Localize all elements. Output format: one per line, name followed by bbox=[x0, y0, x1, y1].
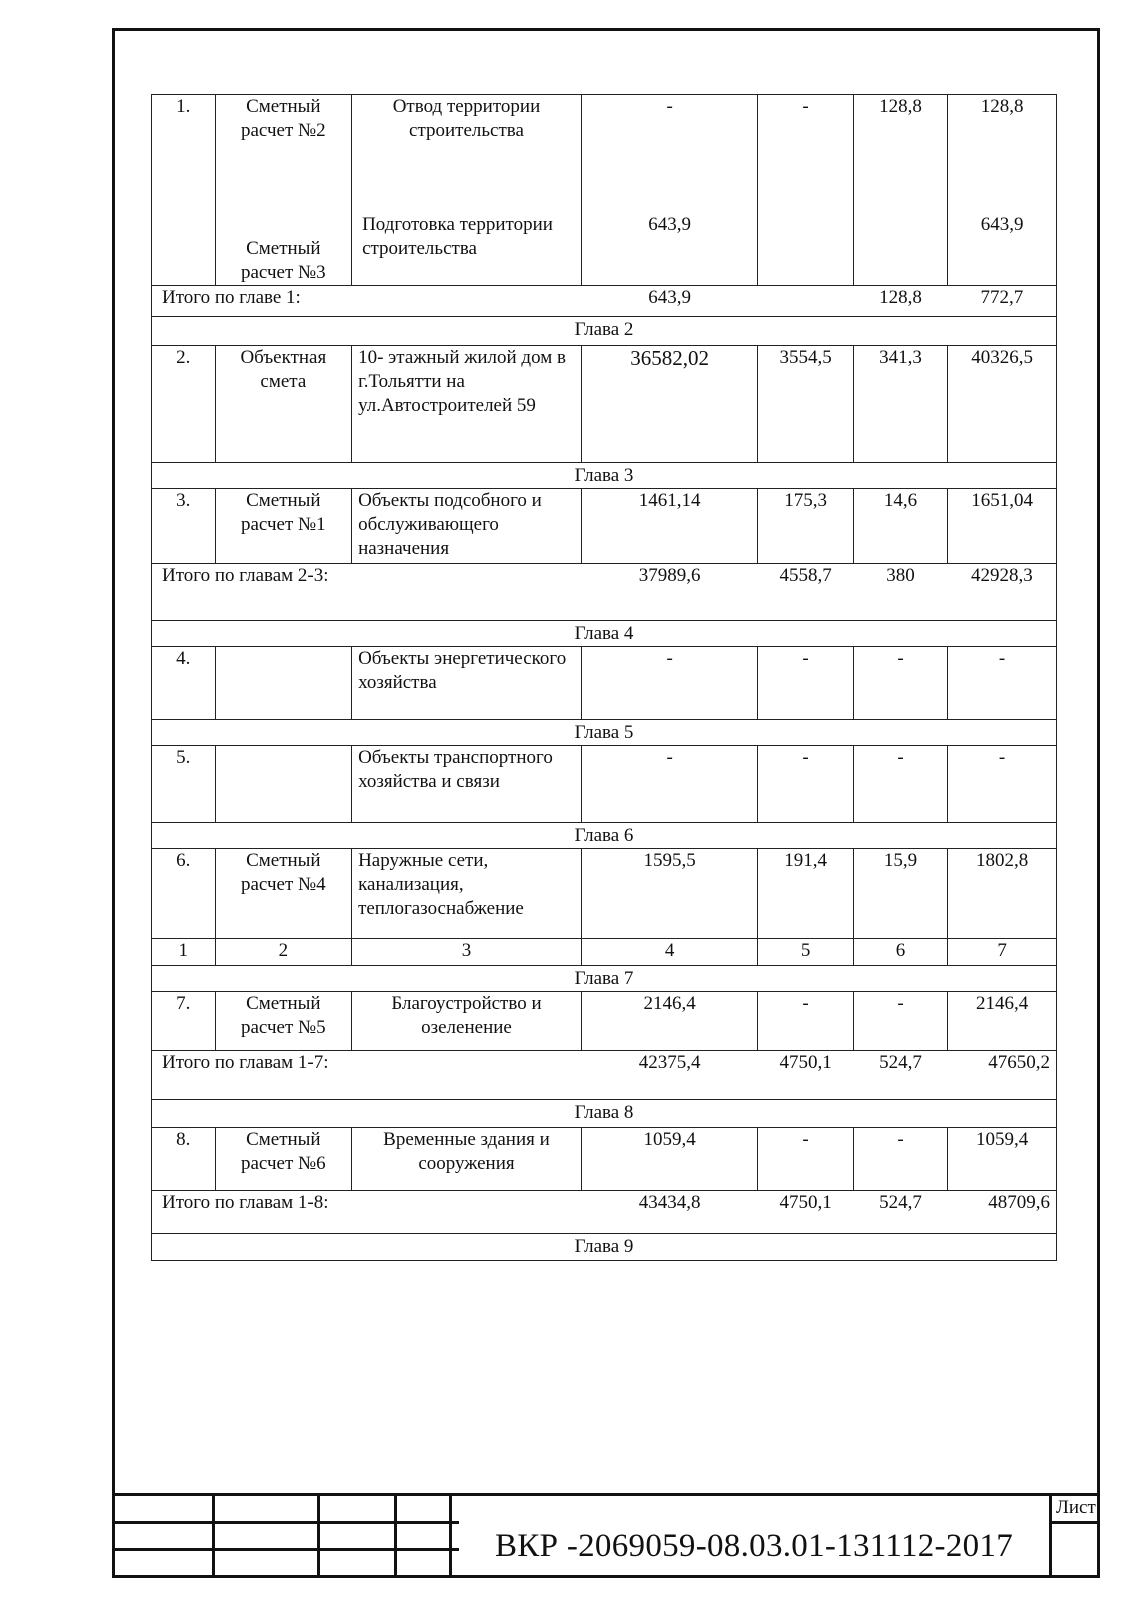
total-label: Итого по главам 1-8: bbox=[152, 1191, 582, 1234]
total-value: 42375,4 bbox=[581, 1051, 757, 1100]
stamp-line bbox=[1049, 1521, 1100, 1524]
chapter-row bbox=[152, 317, 1057, 346]
value: - bbox=[758, 992, 853, 1051]
value: - bbox=[666, 96, 673, 117]
total-value: 772,7 bbox=[948, 286, 1057, 317]
chapter-row bbox=[152, 720, 1057, 746]
value: - bbox=[853, 992, 947, 1051]
chapter-row bbox=[152, 823, 1057, 849]
stamp-line bbox=[449, 1493, 452, 1578]
value: 643,9 bbox=[980, 214, 1024, 235]
value: 3554,5 bbox=[758, 346, 853, 463]
chapter-title: Глава 8 bbox=[152, 1100, 1057, 1128]
table-row bbox=[152, 1128, 1057, 1191]
chapter-title: Глава 7 bbox=[152, 966, 1057, 992]
total-row bbox=[152, 1051, 1057, 1100]
value: 1059,4 bbox=[948, 1128, 1057, 1191]
value: 1802,8 bbox=[948, 849, 1057, 939]
value-cell bbox=[948, 95, 1057, 286]
item-name-cell bbox=[352, 95, 582, 286]
value: 191,4 bbox=[758, 849, 853, 939]
stamp-line bbox=[394, 1493, 397, 1578]
document-name bbox=[215, 746, 351, 823]
value: 128,8 bbox=[980, 96, 1024, 117]
column-number: 2 bbox=[215, 939, 351, 966]
stamp-line bbox=[212, 1493, 215, 1578]
value-cell bbox=[758, 95, 853, 286]
chapter-row bbox=[152, 621, 1057, 647]
item-name: 10- этажный жилой дом в г.Тольятти на ул.Автостроителей 59 bbox=[352, 346, 582, 463]
column-number: 6 bbox=[853, 939, 947, 966]
value: 14,6 bbox=[853, 489, 947, 564]
column-number: 5 bbox=[758, 939, 853, 966]
document-name: Сметный расчет №3 bbox=[241, 238, 326, 283]
document-name: Сметный расчет №6 bbox=[215, 1128, 351, 1191]
value: - bbox=[758, 1128, 853, 1191]
value: - bbox=[581, 746, 757, 823]
row-number: 1. bbox=[152, 95, 216, 286]
item-name: Отвод территории строительства bbox=[392, 96, 541, 141]
total-label: Итого по главам 1-7: bbox=[152, 1051, 582, 1100]
chapter-title: Глава 2 bbox=[152, 317, 1057, 346]
value: 1059,4 bbox=[581, 1128, 757, 1191]
value: 341,3 bbox=[853, 346, 947, 463]
document-name: Сметный расчет №4 bbox=[215, 849, 351, 939]
value: 15,9 bbox=[853, 849, 947, 939]
total-row bbox=[152, 286, 1057, 317]
document-name: Сметный расчет №1 bbox=[215, 489, 351, 564]
total-row bbox=[152, 1191, 1057, 1234]
chapter-row bbox=[152, 966, 1057, 992]
total-value: 380 bbox=[853, 564, 947, 621]
item-name: Благоустройство и озеленение bbox=[352, 992, 582, 1051]
table-row bbox=[152, 647, 1057, 720]
total-label: Итого по главе 1: bbox=[152, 286, 582, 317]
value: - bbox=[948, 746, 1057, 823]
stamp-line bbox=[112, 1521, 459, 1524]
document-name: Сметный расчет №5 bbox=[215, 992, 351, 1051]
total-value: 42928,3 bbox=[948, 564, 1057, 621]
value-cell bbox=[581, 95, 757, 286]
chapter-title: Глава 5 bbox=[152, 720, 1057, 746]
value: 2146,4 bbox=[581, 992, 757, 1051]
total-value: 4750,1 bbox=[758, 1051, 853, 1100]
value: - bbox=[581, 647, 757, 720]
value: 128,8 bbox=[879, 96, 922, 117]
row-number: 6. bbox=[152, 849, 216, 939]
column-number: 4 bbox=[581, 939, 757, 966]
value: 1461,14 bbox=[581, 489, 757, 564]
total-value: 643,9 bbox=[581, 286, 757, 317]
item-name: Объекты энергетического хозяйства bbox=[352, 647, 582, 720]
chapter-row bbox=[152, 463, 1057, 489]
total-value: 48709,6 bbox=[948, 1191, 1057, 1234]
row-number: 5. bbox=[152, 746, 216, 823]
column-number: 3 bbox=[352, 939, 582, 966]
value-cell bbox=[853, 95, 947, 286]
chapter-row bbox=[152, 1234, 1057, 1261]
column-number: 1 bbox=[152, 939, 216, 966]
column-number: 7 bbox=[948, 939, 1057, 966]
value: - bbox=[853, 1128, 947, 1191]
row-number: 3. bbox=[152, 489, 216, 564]
table-row bbox=[152, 489, 1057, 564]
value: 1595,5 bbox=[581, 849, 757, 939]
row-number: 8. bbox=[152, 1128, 216, 1191]
document-cell bbox=[215, 95, 351, 286]
row-number: 7. bbox=[152, 992, 216, 1051]
table-row bbox=[152, 992, 1057, 1051]
stamp-line bbox=[112, 1548, 459, 1551]
value: - bbox=[758, 647, 853, 720]
row-number: 2. bbox=[152, 346, 216, 463]
document-name: Сметный расчет №2 bbox=[241, 96, 326, 141]
value: 643,9 bbox=[648, 214, 691, 235]
total-value: 37989,6 bbox=[581, 564, 757, 621]
value: - bbox=[948, 647, 1057, 720]
value: - bbox=[802, 96, 809, 117]
estimate-table bbox=[151, 94, 1057, 1261]
chapter-title: Глава 6 bbox=[152, 823, 1057, 849]
value: 36582,02 bbox=[581, 346, 757, 463]
total-value: 4558,7 bbox=[758, 564, 853, 621]
document-code: ВКР -2069059-08.03.01-131112-2017 bbox=[495, 1528, 1014, 1564]
item-name: Временные здания и сооружения bbox=[352, 1128, 582, 1191]
total-value: 4750,1 bbox=[758, 1191, 853, 1234]
total-value: 128,8 bbox=[853, 286, 947, 317]
value: 175,3 bbox=[758, 489, 853, 564]
total-label: Итого по главам 2-3: bbox=[152, 564, 582, 621]
value: 40326,5 bbox=[948, 346, 1057, 463]
value: - bbox=[853, 647, 947, 720]
chapter-title: Глава 9 bbox=[152, 1234, 1057, 1261]
table-row bbox=[152, 346, 1057, 463]
item-name: Наружные сети, канализация, теплогазоснабжение bbox=[352, 849, 582, 939]
sheet-label: Лист bbox=[1056, 1497, 1096, 1518]
chapter-row bbox=[152, 1100, 1057, 1128]
table-row bbox=[152, 746, 1057, 823]
item-name: Объекты транспортного хозяйства и связи bbox=[352, 746, 582, 823]
total-value: 524,7 bbox=[853, 1051, 947, 1100]
column-number-row bbox=[152, 939, 1057, 966]
table-row bbox=[152, 849, 1057, 939]
chapter-title: Глава 4 bbox=[152, 621, 1057, 647]
value: 1651,04 bbox=[948, 489, 1057, 564]
stamp-line bbox=[112, 1493, 1100, 1496]
total-value: 43434,8 bbox=[581, 1191, 757, 1234]
total-value bbox=[758, 286, 853, 317]
value: - bbox=[853, 746, 947, 823]
total-value: 524,7 bbox=[853, 1191, 947, 1234]
chapter-title: Глава 3 bbox=[152, 463, 1057, 489]
document-name bbox=[215, 647, 351, 720]
item-name: Подготовка территории строительства bbox=[362, 214, 553, 259]
row-number: 4. bbox=[152, 647, 216, 720]
value: 2146,4 bbox=[948, 992, 1057, 1051]
total-row bbox=[152, 564, 1057, 621]
stamp-line bbox=[317, 1493, 320, 1578]
table-row bbox=[152, 95, 1057, 286]
item-name: Объекты подсобного и обслуживающего назначения bbox=[352, 489, 582, 564]
total-value: 47650,2 bbox=[948, 1051, 1057, 1100]
value: - bbox=[758, 746, 853, 823]
document-name: Объектная смета bbox=[215, 346, 351, 463]
